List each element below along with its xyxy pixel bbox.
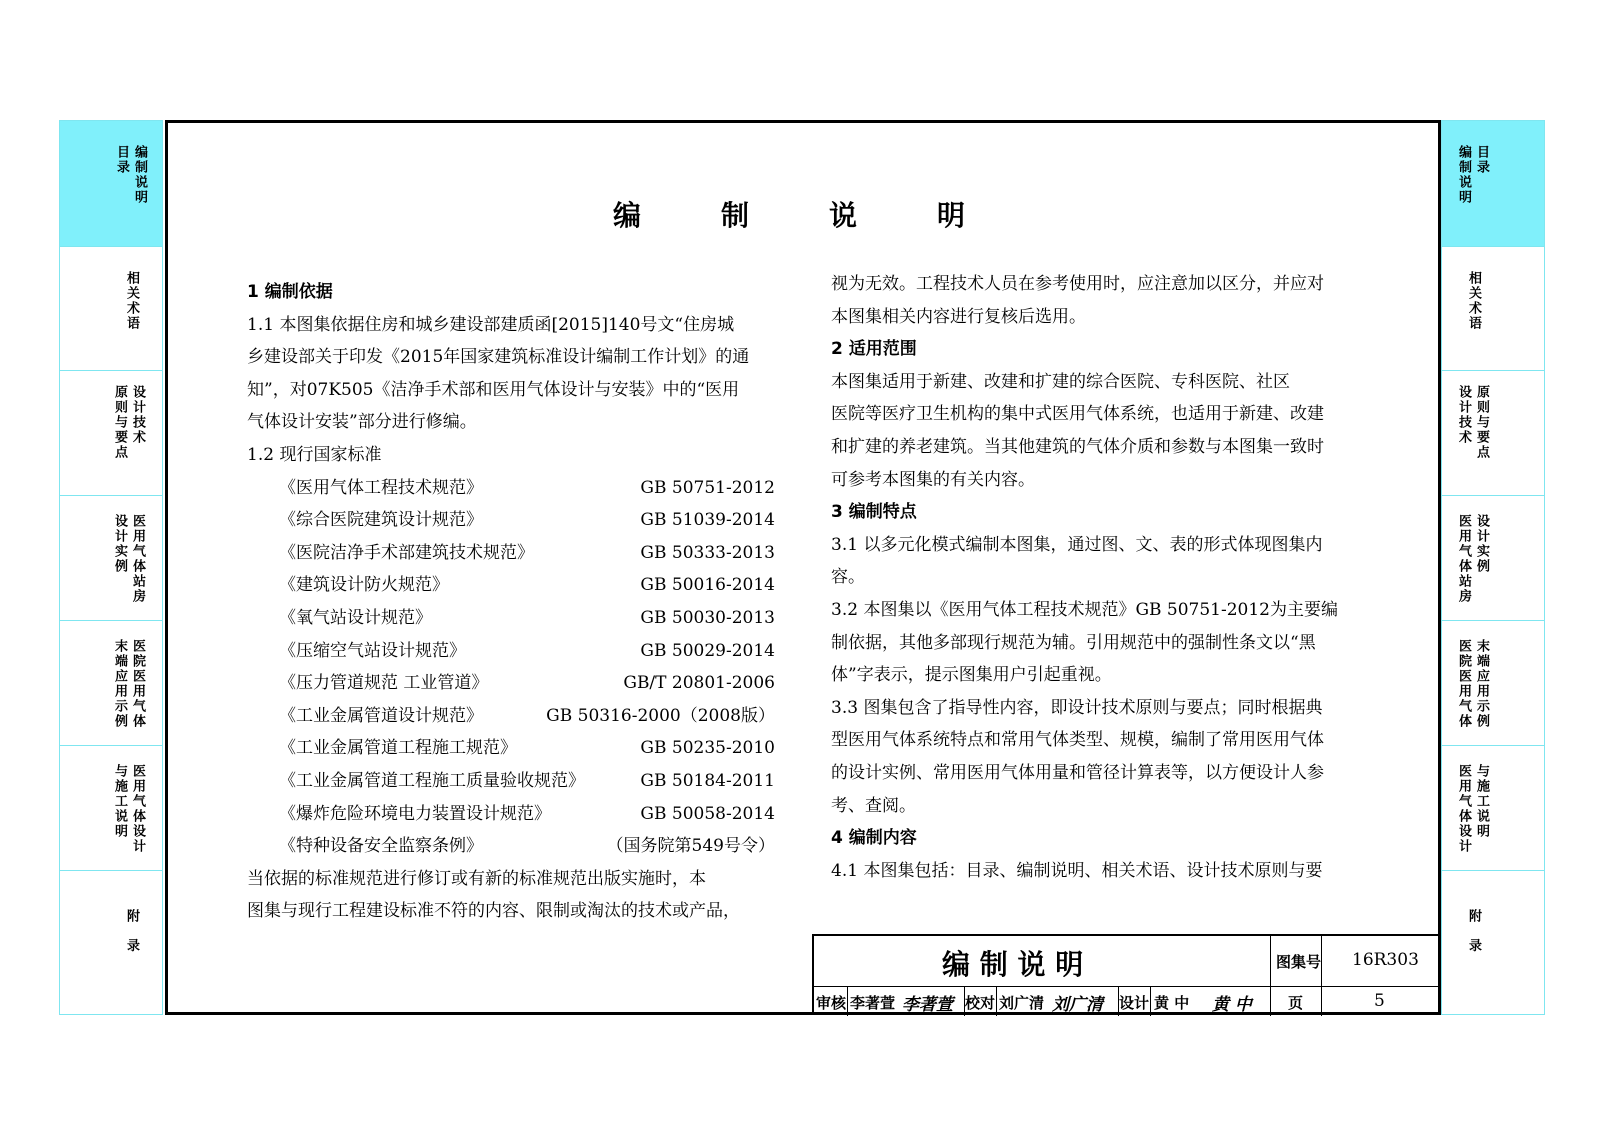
standard-code: GB 50184-2011 [640, 770, 775, 791]
standard-code: GB 50058-2014 [640, 803, 775, 824]
section-heading: 1 编制依据 [247, 282, 333, 302]
standard-code: GB 50751-2012 [640, 477, 775, 498]
paragraph-line: 考、查阅。 [831, 795, 916, 816]
section-heading: 3 编制特点 [831, 502, 917, 523]
tab-station-examples[interactable] [60, 496, 162, 621]
paragraph-line: 当依据的标准规范进行修订或有新的标准规范出版实施时，本 [247, 868, 706, 889]
tab-preface[interactable] [1442, 121, 1544, 247]
standard-name: 《工业金属管道工程施工质量验收规范》 [279, 770, 585, 791]
title-char: 制 [721, 199, 750, 232]
title-block-divider [847, 986, 848, 1016]
paragraph-line: 3.2 本图集以《医用气体工程技术规范》GB 50751-2012为主要编 [831, 599, 1339, 620]
checker-signature: 刘广清 [1052, 995, 1103, 1015]
standard-name: 《工业金属管道工程施工规范》 [279, 738, 517, 759]
tab-terminal-examples[interactable] [1442, 621, 1544, 746]
standard-name: 《综合医院建筑设计规范》 [279, 510, 483, 531]
paragraph-line: 的设计实例、常用医用气体用量和管径计算表等，以方便设计人参 [831, 762, 1324, 783]
design-label: 设计 [1119, 994, 1150, 1012]
title-block-divider [1150, 986, 1151, 1016]
tab-terminal-examples[interactable] [60, 621, 162, 746]
check-label: 校对 [965, 994, 996, 1012]
tab-label: 编制说明 目录 [114, 145, 147, 205]
standard-row [247, 602, 775, 635]
title-block-divider [1270, 936, 1271, 1016]
paragraph-line: 3.3 图集包含了指导性内容，即设计技术原则与要点；同时根据典 [831, 697, 1323, 718]
paragraph-line: 4.1 本图集包括：目录、编制说明、相关术语、设计技术原则与要 [831, 860, 1323, 881]
standard-row [247, 667, 775, 700]
tab-label: 附 录 [1466, 909, 1481, 958]
paragraph-line: 本图集适用于新建、改建和扩建的综合医院、专科医院、社区 [831, 371, 1290, 392]
left-text-column [247, 276, 775, 928]
right-tab-strip [1441, 120, 1545, 1015]
title-char: 编 [613, 199, 642, 232]
standard-row [247, 504, 775, 537]
tab-label: 医用气体站房 设计实例 [112, 514, 145, 604]
tab-label: 医用气体设计 与施工说明 [112, 764, 145, 854]
section-heading: 2 适用范围 [831, 339, 917, 360]
paragraph-line: 和扩建的养老建筑。当其他建筑的气体介质和参数与本图集一致时 [831, 436, 1324, 457]
standard-name: 《压力管道规范 工业管道》 [279, 673, 489, 694]
right-text-column [831, 268, 1359, 887]
title-block-title: 编 制 说 明 [942, 948, 1084, 981]
standard-name: 《压缩空气站设计规范》 [279, 640, 466, 661]
standard-name: 《爆炸危险环境电力装置设计规范》 [279, 803, 551, 824]
title-char: 明 [937, 199, 966, 232]
tab-label: 设计实例 医用气体站房 [1456, 514, 1489, 604]
atlas-number-label: 图集号 [1276, 953, 1322, 971]
paragraph-line: 医院等医疗卫生机构的集中式医用气体系统，也适用于新建、改建 [831, 404, 1324, 425]
tab-label: 原则与要点 设计技术 [1456, 385, 1489, 460]
standard-row [247, 472, 775, 505]
standard-row [247, 569, 775, 602]
page-label: 页 [1288, 994, 1304, 1012]
title-block-divider [996, 986, 997, 1016]
paragraph-line: 气体设计安装”部分进行修编。 [247, 412, 477, 433]
title-block-divider [814, 986, 1440, 987]
atlas-number: 16R303 [1352, 950, 1419, 970]
standard-name: 《建筑设计防火规范》 [279, 575, 449, 596]
paragraph-line: 视为无效。工程技术人员在参考使用时，应注意加以区分，并应对 [831, 274, 1324, 294]
standard-name: 《工业金属管道设计规范》 [279, 705, 483, 726]
standard-name: 《特种设备安全监察条例》 [279, 836, 483, 857]
subsection-heading: 1.2 现行国家标准 [247, 444, 382, 465]
standard-code: GB 50029-2014 [640, 640, 775, 661]
paragraph-line: 容。 [831, 567, 865, 588]
tab-label: 设计技术 原则与要点 [112, 385, 145, 460]
tab-label: 医院医用气体 末端应用示例 [112, 639, 145, 729]
section-heading: 4 编制内容 [831, 828, 917, 849]
tab-terms[interactable] [1442, 247, 1544, 371]
standard-code: GB 50235-2010 [640, 738, 775, 759]
standard-code: GB 51039-2014 [640, 510, 775, 531]
standard-name: 《医用气体工程技术规范》 [279, 477, 483, 498]
review-label: 审核 [816, 994, 847, 1012]
title-block [812, 934, 1440, 1014]
paragraph-line: 制依据，其他多部现行规范为辅。引用规范中的强制性条文以“黑 [831, 632, 1316, 653]
standard-code: GB 50316-2000（2008版） [546, 705, 775, 726]
tab-construction-notes[interactable] [1442, 746, 1544, 871]
paragraph-line: 3.1 以多元化模式编制本图集，通过图、文、表的形式体现图集内 [831, 534, 1323, 555]
paragraph-line: 本图集相关内容进行复核后选用。 [831, 306, 1086, 327]
reviewer-name: 李著萱 [850, 994, 896, 1012]
standard-row [247, 798, 775, 831]
standard-row [247, 700, 775, 733]
standard-row [247, 635, 775, 668]
title-char: 说 [829, 199, 858, 232]
standard-row [247, 765, 775, 798]
tab-label: 末端应用示例 医院医用气体 [1456, 639, 1489, 729]
standard-code: GB 50030-2013 [640, 607, 775, 628]
title-block-divider [1321, 936, 1322, 1016]
tab-label: 附 录 [124, 909, 139, 958]
designer-signature: 黄 中 [1212, 995, 1252, 1015]
standard-row [247, 537, 775, 570]
tab-appendix[interactable] [60, 871, 162, 1014]
tab-design-principles[interactable] [1442, 371, 1544, 496]
tab-terms[interactable] [60, 247, 162, 371]
standard-code: GB 50016-2014 [640, 575, 775, 596]
tab-label: 目录 编制说明 [1456, 145, 1489, 205]
tab-station-examples[interactable] [1442, 496, 1544, 621]
standard-row [247, 830, 775, 863]
paragraph-line: 型医用气体系统特点和常用气体类型、规模，编制了常用医用气体 [831, 730, 1324, 751]
checker-name: 刘广清 [999, 994, 1045, 1012]
tab-label: 相关术语 [124, 271, 139, 331]
reviewer-signature: 李著萱 [902, 995, 953, 1015]
standard-code: （国务院第549号令） [606, 836, 775, 857]
standard-name: 《医院洁净手术部建筑技术规范》 [279, 542, 534, 563]
page-number: 5 [1374, 991, 1385, 1011]
standard-row [247, 732, 775, 765]
paragraph-line: 乡建设部关于印发《2015年国家建筑标准设计编制工作计划》的通 [247, 347, 750, 368]
standard-code: GB 50333-2013 [640, 542, 775, 563]
paragraph-line: 图集与现行工程建设标准不符的内容、限制或淘汰的技术或产品， [247, 901, 740, 922]
tab-appendix[interactable] [1442, 871, 1544, 1014]
tab-preface[interactable] [60, 121, 162, 247]
tab-design-principles[interactable] [60, 371, 162, 496]
left-tab-strip [59, 120, 163, 1015]
paragraph-line: 可参考本图集的有关内容。 [831, 469, 1035, 490]
standard-name: 《氧气站设计规范》 [279, 607, 432, 628]
paragraph-line: 体”字表示，提示图集用户引起重视。 [831, 665, 1112, 686]
tab-label: 与施工说明 医用气体设计 [1456, 764, 1489, 854]
tab-construction-notes[interactable] [60, 746, 162, 871]
paragraph-line: 1.1 本图集依据住房和城乡建设部建质函[2015]140号文“住房城 [247, 314, 735, 335]
paragraph-line: 知”，对07K505《洁净手术部和医用气体设计与安装》中的“医用 [247, 379, 740, 400]
tab-label: 相关术语 [1466, 271, 1481, 331]
standard-code: GB/T 20801-2006 [623, 673, 775, 694]
designer-name: 黄 中 [1154, 994, 1190, 1012]
